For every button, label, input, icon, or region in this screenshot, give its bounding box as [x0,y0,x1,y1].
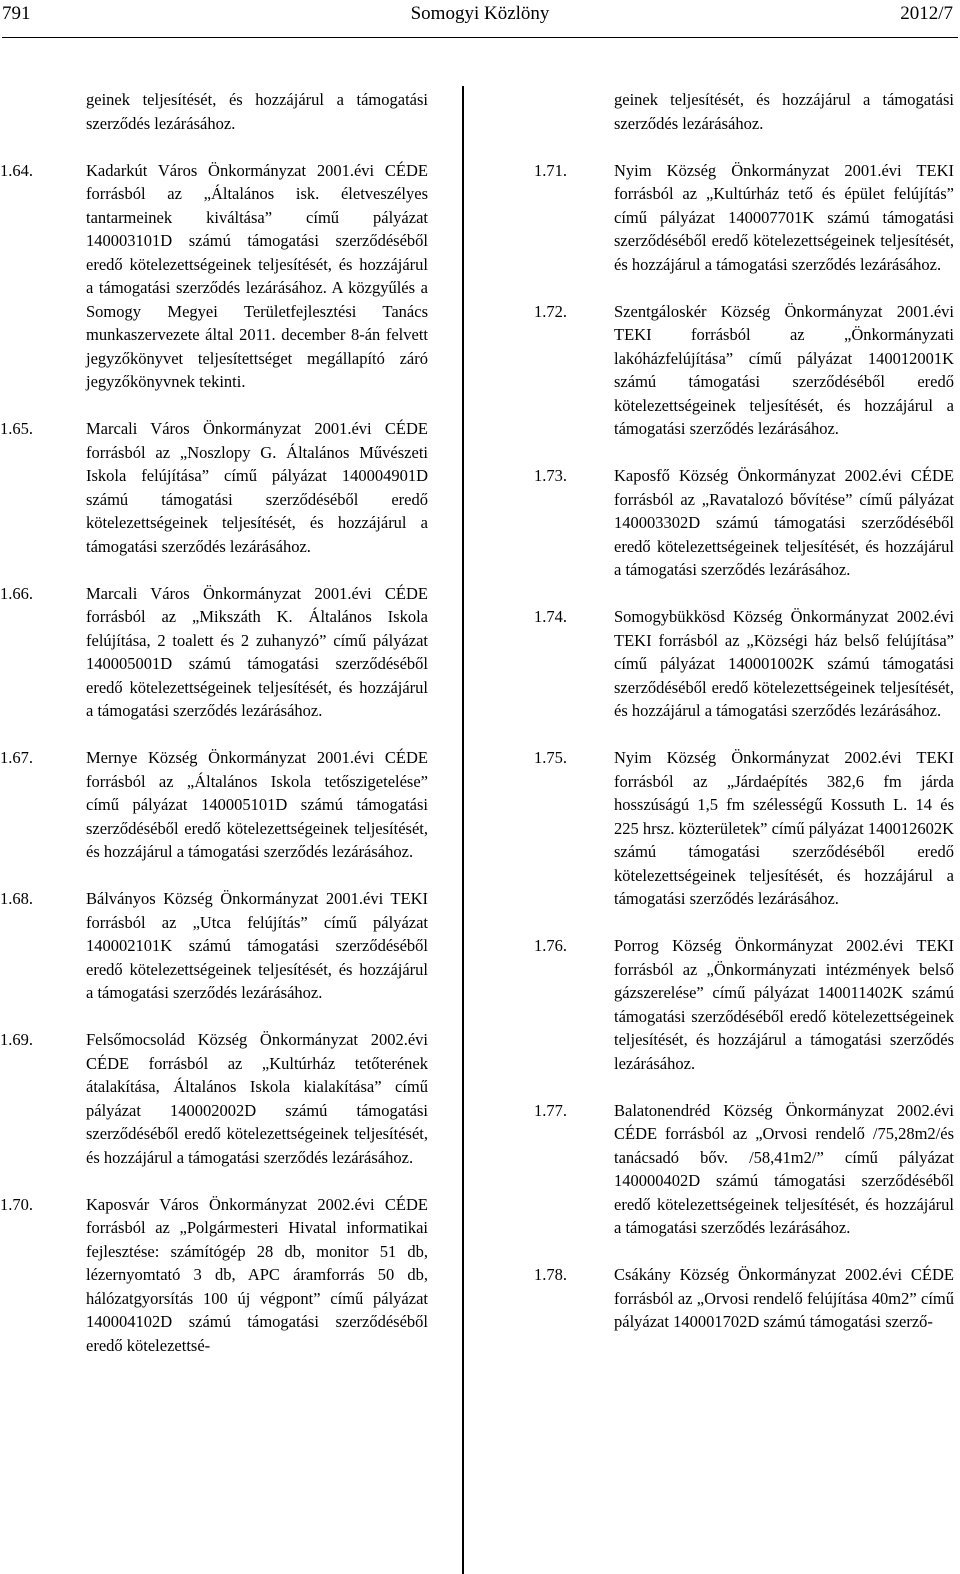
item-number: 1.78. [534,1265,567,1284]
item-text: Kadarkút Város Önkormányzat 2001.évi CÉDE forrásból az „Általános isk. életveszélyes tantarmeinek kiváltása” című pályázat 140003101D számú támogatási szerződéséből eredő kötelezettségeinek teljesítését, és hozzájárul a támogatási szerződés lezárásához. A közgyűlés a Somogy Megyei Területfejlesztési Tanács munkaszervezete által 2011. december 8-án felvett jegyzőkönyvet teljesítettséget megállapító záró jegyzőkönyvnek tekinti. [86,160,428,391]
list-item [534,1099,954,1240]
item-text: Felsőmocsolád Község Önkormányzat 2002.évi CÉDE forrásból az „Kultúrház tetőterének átalakítása, Általános Iskola kialakítása” című pályázat 140002002D számú támogatási szerződéséből eredő kötelezettségeinek teljesítését, és hozzájárul a támogatási szerződés lezárásához. [86,1030,428,1167]
item-text: Szentgáloskér Község Önkormányzat 2001.évi TEKI forrásból az „Önkormányzati lakóházfelújítása” című pályázat 140012001K számú támogatási szerződéséből eredő kötelezettségeinek teljesítését, és hozzájárul a támogatási szerződés lezárásához. [614,301,954,438]
item-text: Bálványos Község Önkormányzat 2001.évi TEKI forrásból az „Utca felújítás” című pályázat 140002101K számú támogatási szerződéséből eredő kötelezettségeinek teljesítését, és hozzájárul a támogatási szerződés lezárásához. [86,889,428,1002]
item-number: 1.69. [0,1030,33,1049]
item-number: 1.77. [534,1100,567,1120]
item-text: Kaposfő Község Önkormányzat 2002.évi CÉDE forrásból az „Ravatalozó bővítése” című pályázat 140003302D számú támogatási szerződéséből eredő kötelezettségeinek teljesítését, és hozzájárul a támogatási szerződés lezárásához. [614,466,954,579]
list-item [534,1263,954,1334]
list-item [0,582,428,723]
issue-number: 2012/7 [900,3,953,24]
right-entry-list [534,159,954,1334]
item-text: Balatonendréd Község Önkormányzat 2002.évi CÉDE forrásból az „Orvosi rendelő /75,28m2/és tanácsadó bőv. /58,41m2/” című pályázat 140000402D számú támogatási szerződéséből eredő kötelezettségeinek teljesítését, és hozzájárul a támogatási szerződés lezárásához. [614,1100,954,1237]
item-text: Kaposvár Város Önkormányzat 2002.évi CÉDE forrásból az „Polgármesteri Hivatal informatikai fejlesztése: számítógép 28 db, monitor 51 db, lézernyomtató 3 db, APC áramforrás 50 db, hálózatgyorsítás 100 új végpont” című pályázat 140004102D számú támogatási szerződéséből eredő kötelezettsé- [86,1194,428,1355]
item-number: 1.70. [0,1194,33,1214]
list-item [0,159,428,394]
right-intro-text: geinek teljesítését, és hozzájárul a támogatási szerződés lezárásához. [614,90,954,133]
journal-title: Somogyi Közlöny [410,3,550,24]
item-number: 1.67. [0,748,33,767]
item-number: 1.76. [534,936,567,955]
list-item [534,159,954,277]
list-item [0,417,428,558]
item-number: 1.72. [534,301,567,321]
list-item [534,300,954,441]
item-number: 1.65. [0,419,33,438]
item-text: Porrog Község Önkormányzat 2002.évi TEKI forrásból az „Önkormányzati intézmények belső gázszerelése” című pályázat 140011402K számú támogatási szerződéséből eredő kötelezettségeinek teljesítését, és hozzájárul a támogatási szerződés lezárásához. [614,936,954,1073]
list-item [534,934,954,1075]
list-item [534,464,954,582]
item-number: 1.66. [0,583,33,603]
item-text: Somogybükkösd Község Önkormányzat 2002.évi TEKI forrásból az „Községi ház belső felújítása” című pályázat 140001002K számú támogatási szerződéséből eredő kötelezettségeinek teljesítését, és hozzájárul a támogatási szerződés lezárásához. [614,607,954,720]
item-text: Mernye Község Önkormányzat 2001.évi CÉDE forrásból az „Általános Iskola tetőszigetelése” című pályázat 140005101D számú támogatási szerződéséből eredő kötelezettségeinek teljesítését, és hozzájárul a támogatási szerződés lezárásához. [86,748,428,861]
list-item [0,887,428,1005]
list-item [0,1193,428,1358]
item-number: 1.68. [0,889,33,908]
list-item [0,746,428,864]
item-text: Csákány Község Önkormányzat 2002.évi CÉDE forrásból az „Orvosi rendelő felújítása 40m2” című pályázat 140001702D számú támogatási szerző- [614,1265,954,1331]
item-text: Marcali Város Önkormányzat 2001.évi CÉDE forrásból az „Noszlopy G. Általános Művészeti Iskola felújítása” című pályázat 140004901D számú támogatási szerződéséből eredő kötelezettségeinek teljesítését, és hozzájárul a támogatási szerződés lezárásához. [86,419,428,556]
right-column [534,88,954,1334]
left-intro-text: geinek teljesítését, és hozzájárul a támogatási szerződés lezárásához. [86,90,428,133]
item-text: Marcali Város Önkormányzat 2001.évi CÉDE forrásból az „Mikszáth K. Általános Iskola felújítása, 2 toalett és 2 zuhanyzó” című pályázat 140005001D számú támogatási szerződéséből eredő kötelezettségeinek teljesítését, és hozzájárul a támogatási szerződés lezárásához. [86,583,428,720]
left-entry-list [0,159,428,1358]
page-header [0,0,960,36]
list-item [534,605,954,723]
item-number: 1.75. [534,748,567,767]
item-text: Nyim Község Önkormányzat 2001.évi TEKI forrásból az „Kultúrház tető és épület felújítás” című pályázat 140007701K számú támogatási szerződéséből eredő kötelezettségeinek teljesítését, és hozzájárul a támogatási szerződés lezárásához. [614,160,954,274]
item-number: 1.74. [534,607,567,626]
list-item [534,746,954,911]
item-number: 1.64. [0,160,33,180]
header-rule [2,37,958,38]
column-divider [462,86,464,1574]
left-column [0,88,428,1357]
item-number: 1.71. [534,160,567,180]
list-item [0,1028,428,1169]
page-number: 791 [2,3,31,24]
item-text: Nyim Község Önkormányzat 2002.évi TEKI forrásból az „Járdaépítés 382,6 fm járda hosszúságú 1,5 fm szélességű Kossuth L. 14 és 225 hrsz. közterületek” című pályázat 140012602K számú támogatási szerződéséből eredő kötelezettségeinek teljesítését, és hozzájárul a támogatási szerződés lezárásához. [614,748,954,908]
item-number: 1.73. [534,466,567,485]
